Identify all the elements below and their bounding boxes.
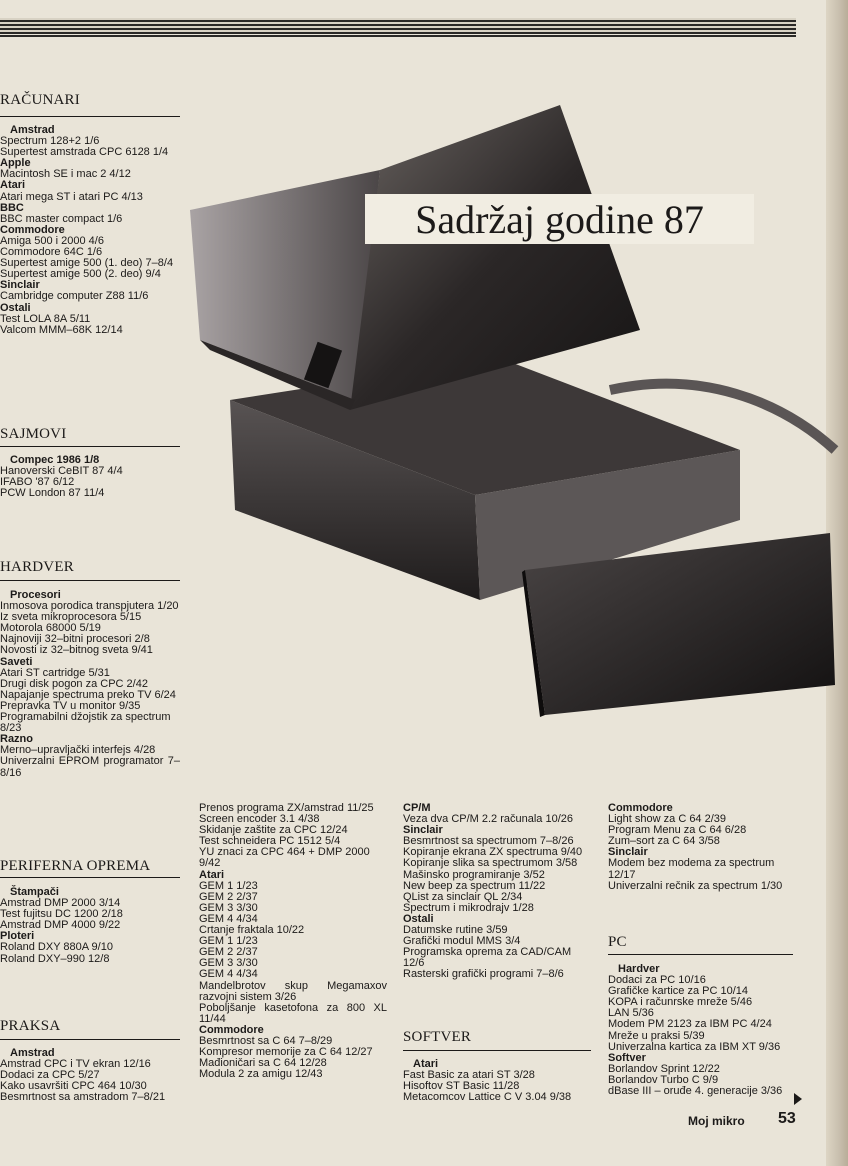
section-title-periferna: PERIFERNA OPREMA	[0, 858, 151, 874]
list-item: Univerzalna kartica za IBM XT 9/36	[608, 1041, 781, 1053]
list-item: Commodore 64C 1/6	[0, 247, 103, 259]
section-list-pc	[608, 964, 798, 1097]
list-item: Programabilni džojstik za spectrum 8/23	[0, 711, 171, 735]
list-subheading: Saveti	[0, 655, 33, 668]
footer-magazine-name: Moj mikro	[688, 1114, 745, 1128]
list-item: Spectrum i mikrodrajv 1/28	[403, 902, 534, 914]
section-list-sajmovi	[0, 455, 180, 499]
list-item: Amstrad DMP 2000 3/14	[0, 898, 121, 910]
list-item: Besmrtnost sa C 64 7–8/29	[199, 1035, 333, 1047]
section-list-praksa	[0, 1048, 180, 1103]
top-rule-line	[0, 35, 796, 37]
list-item: Besmrtnost sa spectrumom 7–8/26	[403, 836, 574, 848]
list-item: Motorola 68000 5/19	[0, 623, 101, 635]
section-title-softver: SOFTVER	[403, 1029, 472, 1045]
list-item: Hisoftov ST Basic 11/28	[403, 1081, 520, 1093]
section-list-racunari	[0, 125, 180, 336]
list-item: Dodaci za PC 10/16	[608, 975, 706, 987]
list-item: Metacomcov Lattice C V 3.04 9/38	[403, 1092, 572, 1104]
continue-arrow-icon	[793, 1092, 803, 1106]
section-title-praksa: PRAKSA	[0, 1018, 61, 1034]
list-item: IFABO '87 6/12	[0, 477, 75, 489]
list-item: Program Menu za C 64 6/28	[608, 825, 747, 837]
list-subheading: Sinclair	[403, 824, 443, 837]
list-item: Macintosh SE i mac 2 4/12	[0, 169, 131, 181]
page-number: 53	[778, 1110, 796, 1127]
list-item: Inmosova porodica transpjutera 1/20	[0, 600, 179, 613]
list-item: YU znaci za CPC 464 + DMP 2000 9/42	[199, 846, 370, 870]
section-rule	[608, 954, 793, 955]
list-item: Fast Basic za atari ST 3/28	[403, 1070, 535, 1082]
list-item: Borlandov Turbo C 9/9	[608, 1074, 719, 1086]
section-title-pc: PC	[608, 934, 627, 950]
list-item: Screen encoder 3.1 4/38	[199, 814, 320, 826]
list-item: Light show za C 64 2/39	[608, 814, 727, 826]
section-title-hardver: HARDVER	[0, 559, 74, 575]
list-item: Hanoverski CeBIT 87 4/4	[0, 466, 123, 478]
list-subheading: Ploteri	[0, 930, 35, 943]
list-item: New beep za spectrum 11/22	[403, 880, 546, 892]
list-item: GEM 3 3/30	[199, 958, 258, 970]
list-item: Modula 2 za amigu 12/43	[199, 1069, 323, 1081]
list-item: Drugi disk pogon za CPC 2/42	[0, 678, 148, 690]
list-item: Skidanje zaštite za CPC 12/24	[199, 825, 348, 837]
list-subheading: Razno	[0, 733, 33, 746]
list-item: Mađioničari sa C 64 12/28	[199, 1058, 327, 1070]
list-item: Borlandov Sprint 12/22	[608, 1063, 720, 1075]
list-item: Veza dva CP/M 2.2 računala 10/26	[403, 814, 573, 826]
list-subheading: Sinclair	[0, 279, 40, 292]
list-item: Modem PM 2123 za IBM PC 4/24	[608, 1019, 772, 1031]
list-subheading: Atari	[413, 1058, 439, 1070]
section-rule	[0, 116, 180, 117]
page-title: Sadržaj godine 87	[415, 196, 704, 242]
list-item: GEM 1 1/23	[199, 880, 258, 892]
list-item: Amiga 500 i 2000 4/6	[0, 235, 104, 247]
list-item: Kompresor memorije za C 64 12/27	[199, 1047, 373, 1059]
list-subheading: Commodore	[608, 802, 673, 814]
list-item: BBC master compact 1/6	[0, 213, 123, 225]
section-rule	[0, 1039, 180, 1040]
list-item: Test fujitsu DC 1200 2/18	[0, 909, 123, 921]
list-item: GEM 1 1/23	[199, 936, 258, 948]
list-item: Mandelbrotov skup Megamaxov razvojni sistem 3/26	[199, 979, 387, 1003]
list-subheading: Amstrad	[10, 1047, 55, 1059]
list-item: Grafički modul MMS 3/4	[403, 936, 521, 948]
list-subheading: Hardver	[618, 963, 660, 975]
list-item: Dodaci za CPC 5/27	[0, 1070, 100, 1082]
list-item: Univerzalni rečnik za spectrum 1/30	[608, 880, 783, 892]
section-title-racunari: RAČUNARI	[0, 92, 80, 108]
list-item: GEM 2 2/37	[199, 891, 258, 903]
list-item: Test LOLA 8A 5/11	[0, 313, 91, 325]
list-subheading: Procesori	[10, 589, 61, 601]
section-rule	[0, 580, 180, 581]
section-rule	[403, 1050, 591, 1051]
list-item: dBase III – oruđe 4. generacije 3/36	[608, 1086, 783, 1098]
list-item: Merno–upravljački interfejs 4/28	[0, 745, 156, 757]
section-rule	[0, 446, 180, 447]
list-item: Modem bez modema za spectrum 12/17	[608, 857, 775, 881]
list-item: Crtanje fraktala 10/22	[199, 925, 305, 937]
list-subheading: Compec 1986 1/8	[10, 454, 100, 466]
list-subheading: CP/M	[403, 802, 431, 814]
list-item: Kako usavršiti CPC 464 10/30	[0, 1081, 147, 1093]
list-item: Mreže u praksi 5/39	[608, 1030, 705, 1042]
list-item: Kopiranje ekrana ZX spectruma 9/40	[403, 846, 583, 859]
list-item: GEM 3 3/30	[199, 902, 258, 914]
list-item: Atari mega ST i atari PC 4/13	[0, 191, 143, 203]
list-item: Roland DXY–990 12/8	[0, 953, 110, 965]
list-item: Univerzalni EPROM programator 7–8/16	[0, 755, 180, 779]
section-list-periferna	[0, 887, 180, 965]
list-subheading: Apple	[0, 157, 31, 170]
list-item: Amstrad CPC i TV ekran 12/16	[0, 1059, 151, 1071]
list-subheading: Commodore	[0, 223, 65, 236]
list-item: Atari ST cartridge 5/31	[0, 667, 110, 679]
list-subheading: Softver	[608, 1051, 646, 1064]
list-item: GEM 4 4/34	[199, 913, 258, 925]
list-item: KOPA i računrske mreže 5/46	[608, 997, 753, 1009]
list-item: Roland DXY 880A 9/10	[0, 942, 113, 954]
list-item: Prepravka TV u monitor 9/35	[0, 700, 141, 712]
list-item: Valcom MMM–68K 12/14	[0, 324, 123, 336]
list-item: Grafičke kartice za PC 10/14	[608, 986, 749, 998]
list-subheading: BBC	[0, 201, 24, 214]
list-subheading: Štampači	[10, 886, 59, 898]
list-item: Rasterski grafički programi 7–8/6	[403, 969, 564, 981]
list-item: Kopiranje slika sa spectrumom 3/58	[403, 858, 578, 870]
list-item: Amstrad DMP 4000 9/22	[0, 920, 121, 932]
list-item: Iz sveta mikroprocesora 5/15	[0, 612, 142, 624]
list-subheading: Sinclair	[608, 846, 648, 859]
list-item: LAN 5/36	[608, 1008, 654, 1020]
section-list-softver	[403, 1059, 591, 1103]
section-list-col3	[403, 803, 591, 981]
page-title-box	[365, 194, 754, 244]
top-rule-band	[0, 18, 796, 34]
section-title-sajmovi: SAJMOVI	[0, 426, 67, 442]
computer-photo	[180, 100, 840, 720]
list-item: Zum–sort za C 64 3/58	[608, 836, 720, 848]
list-item: Mašinsko programiranje 3/52	[403, 869, 545, 881]
list-subheading: Ostali	[0, 301, 31, 314]
list-item: Datumske rutine 3/59	[403, 925, 508, 937]
list-subheading: Ostali	[403, 912, 434, 925]
list-item: PCW London 87 11/4	[0, 488, 105, 500]
section-rule	[0, 877, 180, 878]
list-item: Prenos programa ZX/amstrad 11/25	[199, 803, 374, 814]
section-list-hardver	[0, 590, 180, 779]
list-item: Najnoviji 32–bitni procesori 2/8	[0, 634, 150, 646]
list-item: Supertest amige 500 (1. deo) 7–8/4	[0, 258, 174, 270]
list-item: Programska oprema za CAD/CAM 12/6	[403, 946, 572, 970]
list-item: Spectrum 128+2 1/6	[0, 136, 100, 148]
list-item: Napajanje spectruma preko TV 6/24	[0, 689, 176, 701]
list-subheading: Commodore	[199, 1023, 264, 1036]
list-item: Supertest amstrada CPC 6128 1/4	[0, 147, 169, 159]
list-subheading: Atari	[199, 868, 225, 881]
list-item: GEM 2 2/37	[199, 947, 258, 959]
list-item: Besmrtnost sa amstradom 7–8/21	[0, 1092, 166, 1104]
section-list-col2	[199, 803, 387, 1080]
list-item: GEM 4 4/34	[199, 969, 258, 981]
list-item: Supertest amige 500 (2. deo) 9/4	[0, 269, 161, 281]
list-item: Cambridge computer Z88 11/6	[0, 291, 149, 303]
list-item: Test schneidera PC 1512 5/4	[199, 836, 341, 848]
section-list-col4	[608, 803, 796, 892]
list-subheading: Atari	[0, 179, 26, 192]
list-item: Poboljšanje kasetofona za 800 XL 11/44	[199, 1001, 387, 1025]
list-subheading: Amstrad	[10, 124, 55, 136]
list-item: QList za sinclair QL 2/34	[403, 891, 523, 903]
list-item: Novosti iz 32–bitnog sveta 9/41	[0, 645, 153, 657]
